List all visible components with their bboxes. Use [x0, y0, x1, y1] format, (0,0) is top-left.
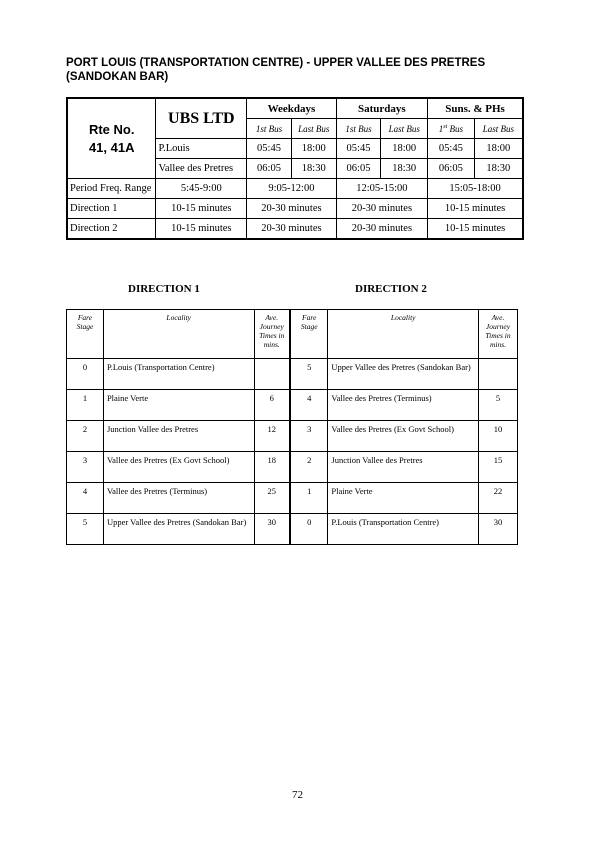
locality-cell: Upper Vallee des Pretres (Sandokan Bar)	[328, 359, 479, 390]
period-cell: 15:05-18:00	[428, 179, 523, 199]
fare-stage-cell: 3	[67, 452, 104, 483]
stop-name: P.Louis	[156, 139, 247, 159]
direction-2-label: Direction 2	[67, 219, 156, 240]
locality-header: Locality	[103, 310, 254, 359]
first-bus-header: 1st Bus	[428, 119, 475, 139]
fare-stage-cell: 2	[67, 421, 104, 452]
journey-time-cell: 18	[254, 452, 290, 483]
journey-time-cell	[479, 359, 518, 390]
frequency-cell: 20-30 minutes	[336, 219, 427, 240]
time-cell: 18:00	[291, 139, 336, 159]
journey-time-header: Ave. Journey Times in mins.	[479, 310, 518, 359]
locality-cell: P.Louis (Transportation Centre)	[328, 514, 479, 545]
page-number: 72	[292, 789, 303, 801]
last-bus-header: Last Bus	[474, 119, 523, 139]
journey-time-cell: 6	[254, 390, 290, 421]
time-cell: 18:30	[381, 159, 428, 179]
fare-stage-table	[66, 309, 518, 545]
locality-cell: Vallee des Pretres (Ex Govt School)	[103, 452, 254, 483]
locality-cell: Plaine Verte	[328, 483, 479, 514]
timetable-summary	[66, 97, 524, 240]
fare-stage-cell: 1	[290, 483, 328, 514]
time-cell: 05:45	[336, 139, 381, 159]
fare-stage-cell: 4	[67, 483, 104, 514]
last-bus-header: Last Bus	[291, 119, 336, 139]
table-row	[67, 452, 518, 483]
locality-cell: Vallee des Pretres (Ex Govt School)	[328, 421, 479, 452]
table-row	[67, 421, 518, 452]
fare-stage-header: Fare Stage	[290, 310, 328, 359]
time-cell: 18:00	[474, 139, 523, 159]
frequency-cell: 10-15 minutes	[428, 219, 523, 240]
frequency-cell: 10-15 minutes	[156, 199, 247, 219]
locality-cell: Upper Vallee des Pretres (Sandokan Bar)	[103, 514, 254, 545]
page-title: PORT LOUIS (TRANSPORTATION CENTRE) - UPPER VALLEE DES PRETRES (SANDOKAN BAR)	[66, 57, 486, 83]
frequency-cell: 10-15 minutes	[156, 219, 247, 240]
saturdays-header: Saturdays	[336, 98, 427, 119]
sundays-header: Suns. & PHs	[428, 98, 523, 119]
fare-stage-cell: 5	[290, 359, 328, 390]
journey-time-header: Ave. Journey Times in mins.	[254, 310, 290, 359]
period-label: Period Freq. Range	[67, 179, 156, 199]
locality-cell: Junction Vallee des Pretres	[328, 452, 479, 483]
table-row	[67, 390, 518, 421]
frequency-cell: 20-30 minutes	[247, 199, 336, 219]
stop-name: Vallee des Pretres	[156, 159, 247, 179]
fare-stage-cell: 1	[67, 390, 104, 421]
period-cell: 5:45-9:00	[156, 179, 247, 199]
time-cell: 06:05	[247, 159, 292, 179]
journey-time-cell	[254, 359, 290, 390]
first-bus-header: 1st Bus	[336, 119, 381, 139]
direction-1-label: Direction 1	[67, 199, 156, 219]
journey-time-cell: 10	[479, 421, 518, 452]
journey-time-cell: 22	[479, 483, 518, 514]
direction-1-title: DIRECTION 1	[128, 283, 200, 295]
table-row	[67, 514, 518, 545]
first-bus-header: 1st Bus	[247, 119, 292, 139]
frequency-cell: 20-30 minutes	[247, 219, 336, 240]
time-cell: 06:05	[336, 159, 381, 179]
fare-stage-cell: 0	[290, 514, 328, 545]
fare-stage-cell: 0	[67, 359, 104, 390]
fare-stage-header: Fare Stage	[67, 310, 104, 359]
journey-time-cell: 12	[254, 421, 290, 452]
locality-cell: Vallee des Pretres (Terminus)	[103, 483, 254, 514]
locality-cell: Plaine Verte	[103, 390, 254, 421]
time-cell: 05:45	[247, 139, 292, 159]
journey-time-cell: 5	[479, 390, 518, 421]
locality-cell: Vallee des Pretres (Terminus)	[328, 390, 479, 421]
time-cell: 18:00	[381, 139, 428, 159]
route-number-cell	[67, 98, 156, 179]
operator-name: UBS LTD	[156, 98, 247, 139]
frequency-cell: 20-30 minutes	[336, 199, 427, 219]
time-cell: 18:30	[291, 159, 336, 179]
fare-stage-cell: 2	[290, 452, 328, 483]
journey-time-cell: 30	[479, 514, 518, 545]
last-bus-header: Last Bus	[381, 119, 428, 139]
time-cell: 18:30	[474, 159, 523, 179]
table-row	[67, 483, 518, 514]
period-cell: 9:05-12:00	[247, 179, 336, 199]
time-cell: 06:05	[428, 159, 475, 179]
fare-stage-cell: 3	[290, 421, 328, 452]
direction-2-title: DIRECTION 2	[355, 283, 427, 295]
locality-cell: Junction Vallee des Pretres	[103, 421, 254, 452]
journey-time-cell: 30	[254, 514, 290, 545]
journey-time-cell: 15	[479, 452, 518, 483]
period-cell: 12:05-15:00	[336, 179, 427, 199]
route-label: Rte No.	[88, 121, 135, 137]
fare-stage-cell: 5	[67, 514, 104, 545]
fare-stage-cell: 4	[290, 390, 328, 421]
frequency-cell: 10-15 minutes	[428, 199, 523, 219]
journey-time-cell: 25	[254, 483, 290, 514]
locality-cell: P.Louis (Transportation Centre)	[103, 359, 254, 390]
weekdays-header: Weekdays	[247, 98, 336, 119]
table-row	[67, 359, 518, 390]
locality-header: Locality	[328, 310, 479, 359]
route-number: 41, 41A	[88, 139, 135, 155]
time-cell: 05:45	[428, 139, 475, 159]
